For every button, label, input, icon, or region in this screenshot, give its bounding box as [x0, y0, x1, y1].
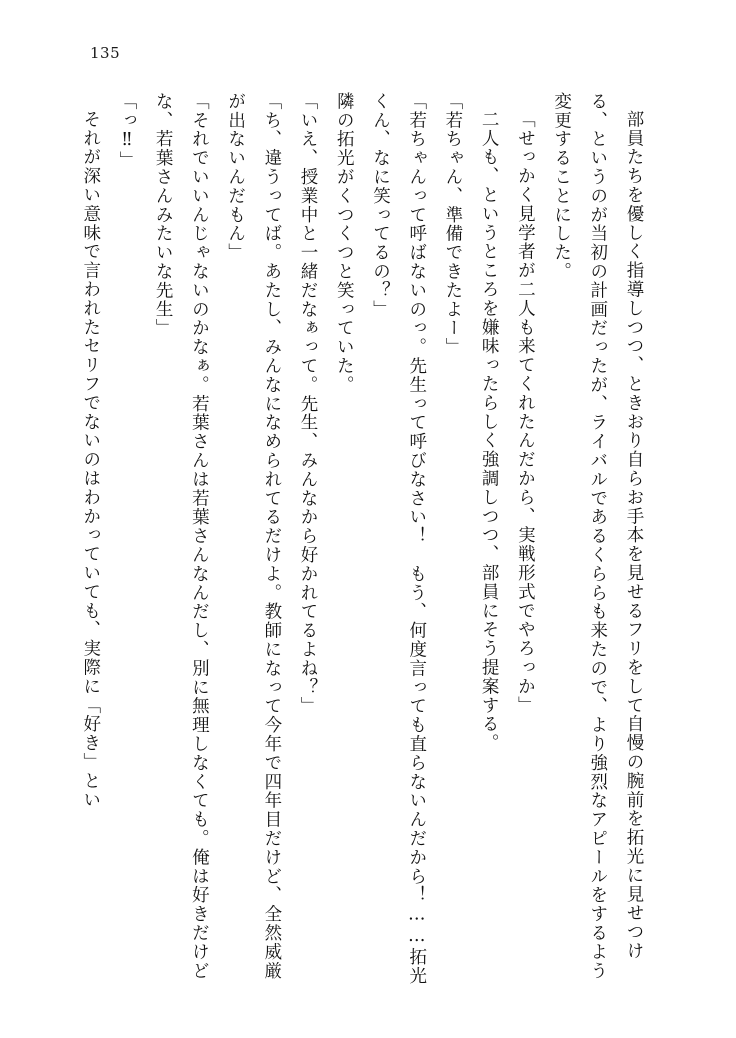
paragraph: 「っ‼」 — [116, 92, 137, 171]
paragraph: 「ち、違うってば。あたし、みんなになめられてるだけよ。教師になって今年で四年目だけど、全然威厳が出ないんだもん」 — [225, 92, 282, 981]
page-body-text — [52, 92, 652, 992]
paragraph: 「若ちゃん、準備できたよー」 — [442, 92, 463, 357]
paragraph: 二人も、というところを嫌味ったらしく強調しつつ、部員にそう提案する。 — [479, 109, 500, 753]
paragraph: 部員たちを優しく指導しつつ、ときおり自らお手本を見せるフリをして自慢の腕前を拓光に見せつける、というのが当初の計画だったが、ライバルであるくららも来たので、より強烈なアピールをするよう変更することにした。 — [551, 92, 644, 981]
paragraph: 「若ちゃんって呼ばないのっ。先生って呼びなさい！ もう、何度言っても直らないんだから！……拓光くん、なに笑ってるの？」 — [370, 92, 427, 986]
paragraph: それが深い意味で言われたセリフでないのはわかっていても、実際に「好き」とい — [80, 109, 101, 809]
paragraph: 「せっかく見学者が二人も来てくれたんだから、実戦形式でやろっか」 — [515, 109, 536, 715]
paragraph: 隣の拓光がくつくつと笑っていた。 — [334, 92, 355, 395]
paragraph: 「いえ、授業中と一緒だなぁって。先生、みんなから好かれてるよね？」 — [298, 92, 319, 716]
page-number: 135 — [90, 44, 121, 62]
paragraph: 「それでいいんじゃないのかなぁ。若葉さんは若葉さんなんだし、別に無理しなくても。俺は好きだけどな、若葉さんみたいな先生」 — [153, 92, 210, 981]
